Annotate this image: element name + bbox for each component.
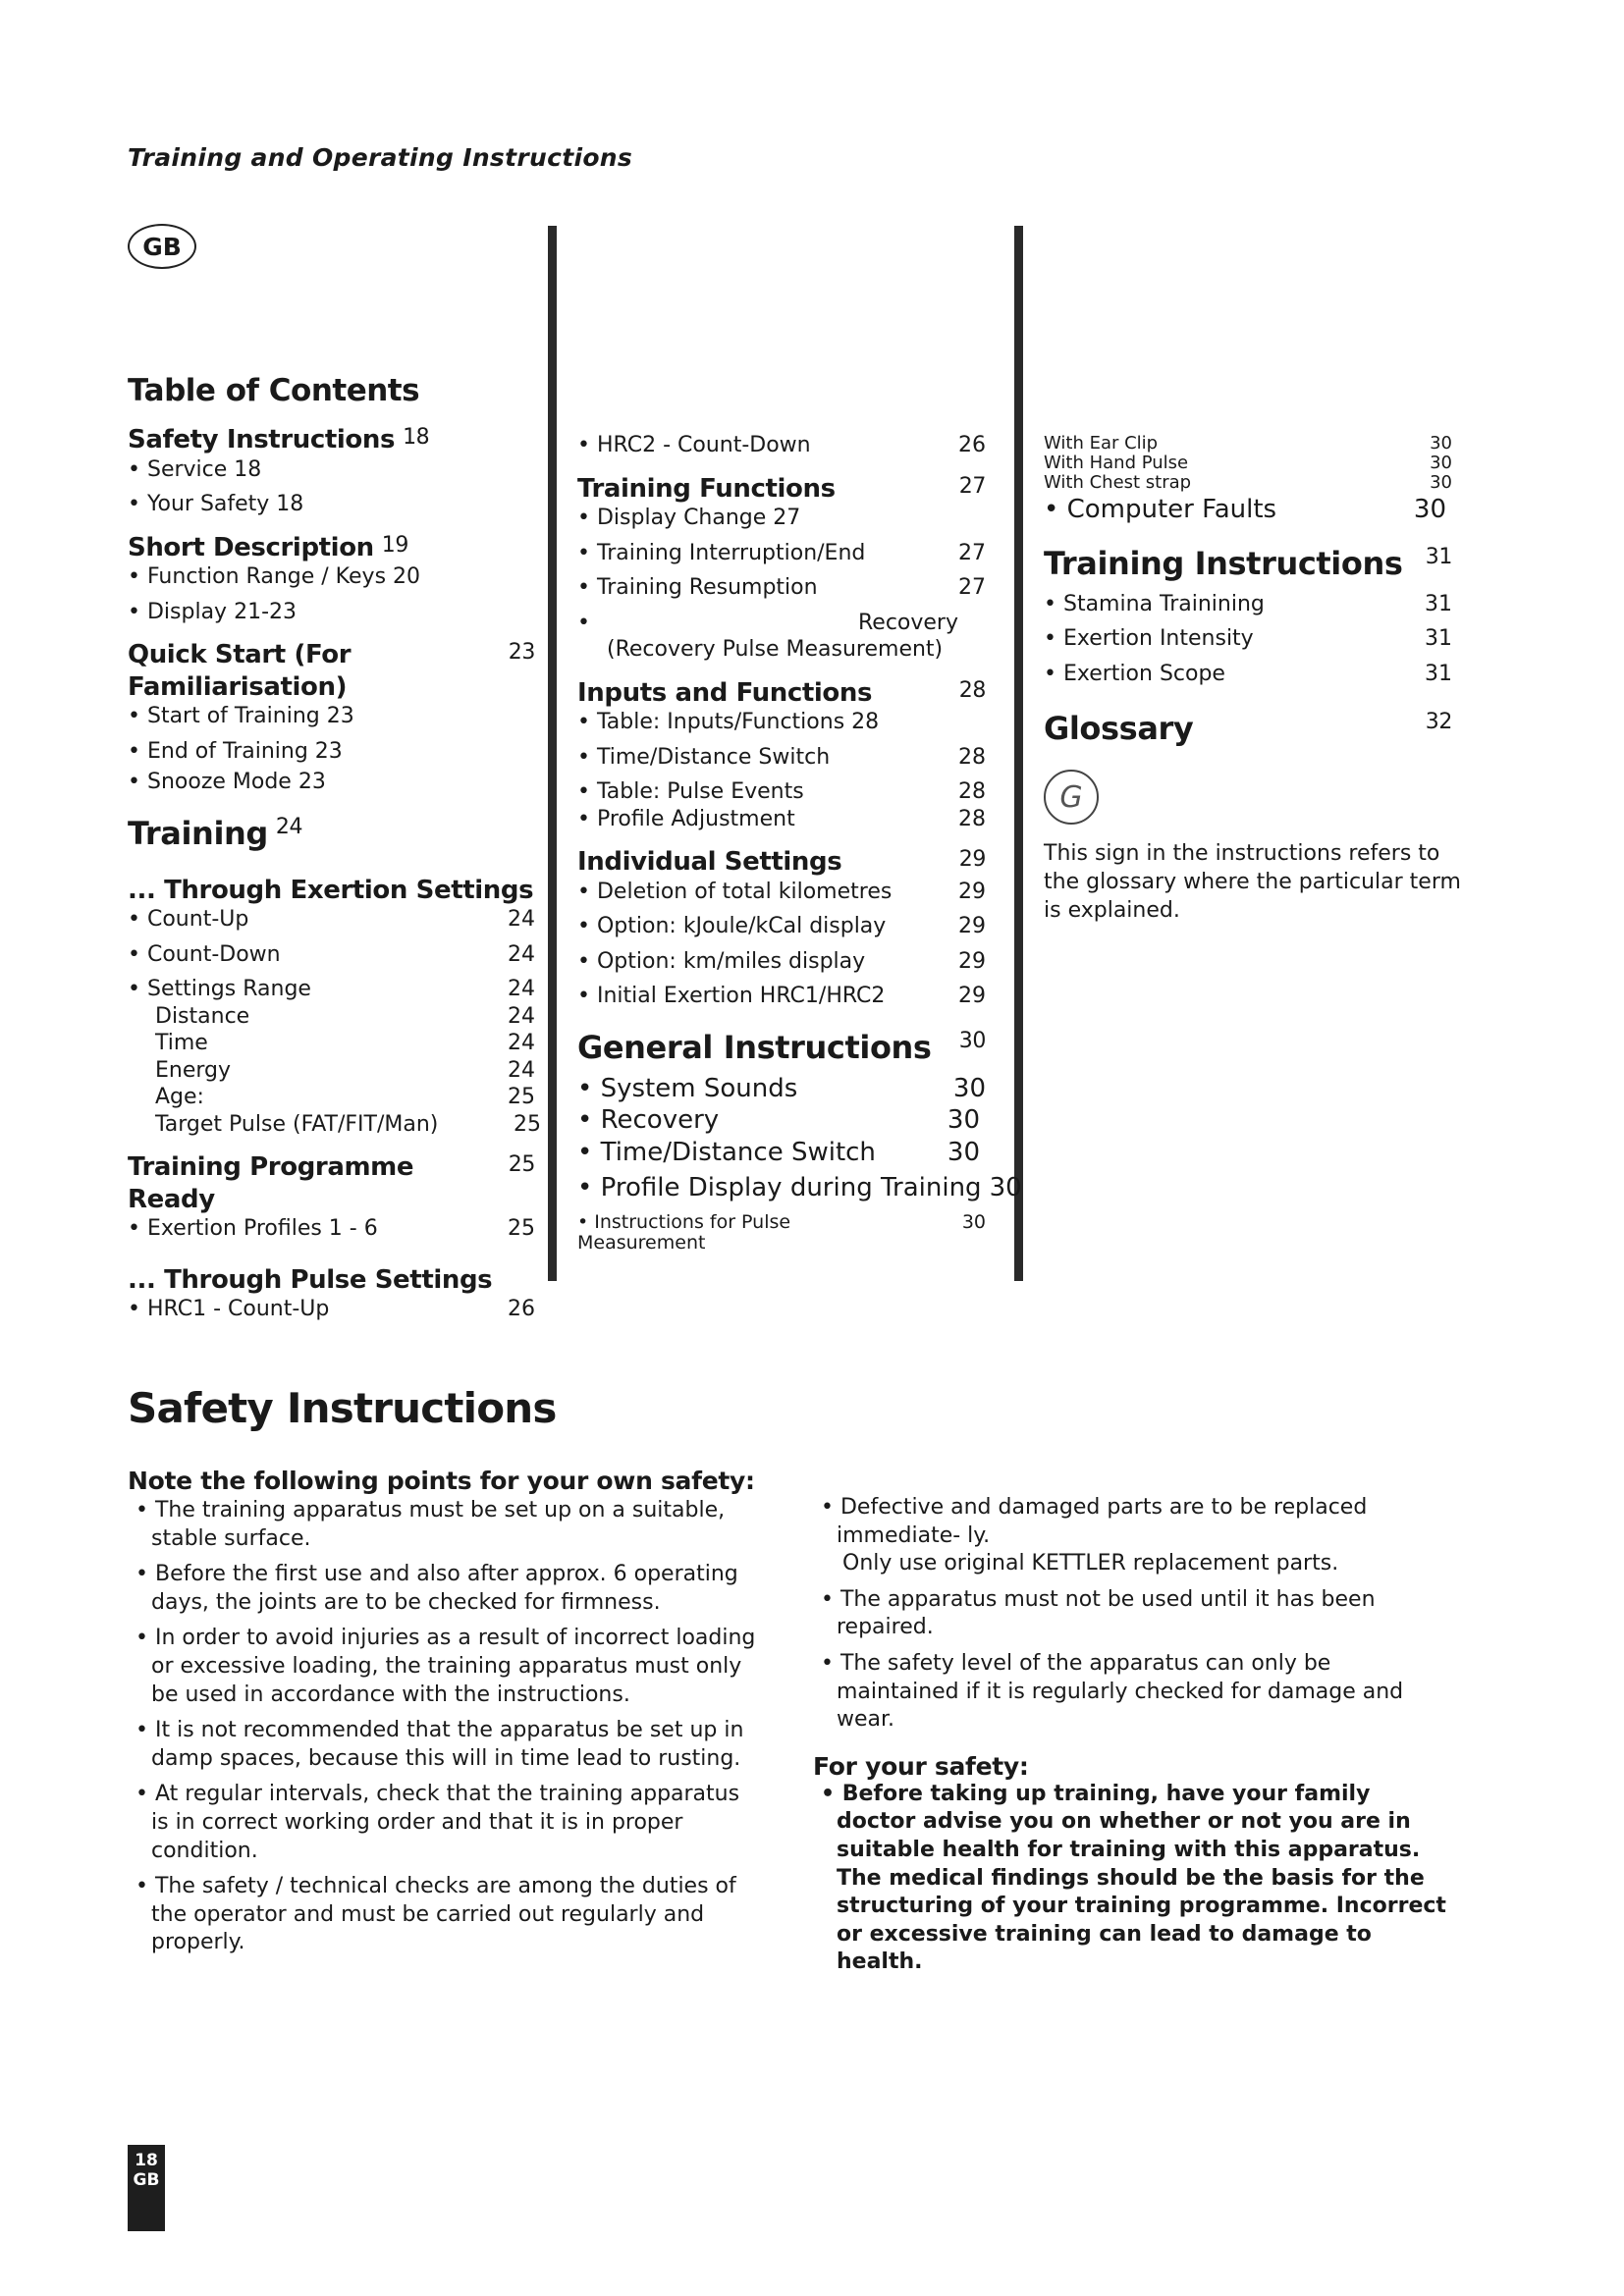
toc-item-display: • Display 21-23 xyxy=(128,599,297,626)
toc-column-1 xyxy=(128,424,541,1323)
toc-page: 28 xyxy=(958,744,986,770)
safety-point: • At regular intervals, check that the training apparatus is in correct working order and that it is in proper condition. xyxy=(128,1781,756,1865)
toc-page: 19 xyxy=(381,532,408,558)
toc-subitem: Energy xyxy=(155,1057,232,1083)
toc-page: 30 xyxy=(1430,433,1452,454)
document-header: Training and Operating Instructions xyxy=(128,143,633,172)
toc-item: • Count-Up xyxy=(128,906,248,934)
toc-item-time-distance: • Time/Distance Switch xyxy=(577,744,830,772)
toc-page: 29 xyxy=(958,879,986,904)
toc-page: 28 xyxy=(958,806,986,831)
toc-page: 24 xyxy=(508,1003,535,1029)
toc-page: 26 xyxy=(958,433,986,457)
safety-point: • Before the first use and also after approx. 6 operating days, the joints are to be checked for firmness. xyxy=(128,1561,756,1617)
toc-page: 27 xyxy=(958,540,986,565)
toc-subitem: Time xyxy=(155,1031,208,1055)
toc-item-profile-display: • Profile Display during Training xyxy=(577,1172,982,1204)
toc-subitem: Distance xyxy=(155,1003,250,1029)
page-number: 18 xyxy=(135,2151,158,2170)
toc-item-pulse-events: • Table: Pulse Events xyxy=(577,778,804,806)
toc-page: 26 xyxy=(508,1297,535,1321)
toc-item-stamina: • Stamina Trainining xyxy=(1044,591,1265,618)
toc-item-snooze: • Snooze Mode 23 xyxy=(128,769,326,796)
toc-page: 28 xyxy=(958,677,986,703)
toc-subitem: Target Pulse (FAT/FIT/Man) xyxy=(155,1111,439,1137)
toc-page: 31 xyxy=(1425,544,1452,569)
toc-item-kjoule: • Option: kJoule/kCal display xyxy=(577,913,886,940)
toc-heading-short-description: Short Description xyxy=(128,532,374,562)
toc-page: 24 xyxy=(508,907,535,932)
toc-item-profile-adjust: • Profile Adjustment xyxy=(577,806,795,833)
toc-page: 25 xyxy=(514,1111,541,1137)
safety-point: • The safety level of the apparatus can only be maintained if it is regularly checked for damage and wear. xyxy=(813,1650,1451,1735)
toc-page: 24 xyxy=(508,1031,535,1055)
toc-item-time-distance-2: • Time/Distance Switch xyxy=(577,1137,876,1169)
toc-page: 24 xyxy=(508,1057,535,1083)
toc-item-service: • Service 18 xyxy=(128,456,261,484)
toc-item-hrc2: • HRC2 - Count-Down xyxy=(577,432,811,459)
safety-note-heading: Note the following points for your own safety: xyxy=(128,1467,755,1495)
page-lang: GB xyxy=(133,2170,160,2191)
toc-item-pulse-measurement-cont: Measurement xyxy=(577,1232,706,1255)
toc-item-interruption: • Training Interruption/End xyxy=(577,540,865,567)
kettler-note: Only use original KETTLER replacement parts. xyxy=(842,1551,1339,1576)
column-divider-2 xyxy=(1014,226,1023,1281)
toc-item-end-training: • End of Training 23 xyxy=(128,738,343,766)
toc-item-initial-exertion: • Initial Exertion HRC1/HRC2 xyxy=(577,983,885,1010)
toc-page: 24 xyxy=(508,941,535,967)
toc-subitem-recovery: (Recovery Pulse Measurement) xyxy=(607,637,944,662)
safety-point: • The safety / technical checks are among the duties of the operator and must be carried out regularly and properly. xyxy=(128,1873,756,1957)
toc-page: 30 xyxy=(952,1073,986,1103)
glossary-icon: G xyxy=(1044,770,1099,825)
toc-page: 30 xyxy=(958,1028,986,1053)
toc-item-recovery-2: • Recovery xyxy=(577,1104,719,1137)
toc-heading-pulse-settings: ... Through Pulse Settings xyxy=(128,1264,493,1295)
toc-subitem: Age: xyxy=(155,1085,204,1109)
for-your-safety-text: • Before taking up training, have your family doctor advise you on whether or not you are in suitable health for training with this apparatus. The medical findings should be the basis for the structuring of your training programme. Incorrect or excessive training can lead to damage to health. xyxy=(813,1781,1451,1977)
for-your-safety-heading: For your safety: xyxy=(813,1751,1029,1781)
safety-point: • The training apparatus must be set up on a suitable, stable surface. xyxy=(128,1497,756,1553)
toc-page: 24 xyxy=(508,977,535,1001)
safety-section-title: Safety Instructions xyxy=(128,1384,557,1432)
safety-point: • The apparatus must not be used until it has been repaired. xyxy=(813,1586,1451,1642)
toc-item-computer-faults: • Computer Faults xyxy=(1044,494,1276,526)
toc-page: 23 xyxy=(508,640,535,665)
toc-title: Table of Contents xyxy=(128,373,420,408)
safety-point: • Defective and damaged parts are to be replaced immediate- ly. xyxy=(813,1494,1451,1550)
toc-page: 18 xyxy=(403,425,430,450)
toc-heading-programme-ready: Training Programme Ready xyxy=(128,1152,414,1214)
toc-item: • Count-Down xyxy=(128,941,281,969)
toc-page: 31 xyxy=(1425,626,1452,652)
toc-bullet: • xyxy=(577,610,590,635)
toc-heading-general-instructions: General Instructions xyxy=(577,1028,932,1066)
toc-item-your-safety: • Your Safety 18 xyxy=(128,491,303,518)
toc-page: 29 xyxy=(958,847,986,872)
toc-page: 30 xyxy=(1430,452,1452,473)
toc-heading-individual-settings: Individual Settings xyxy=(577,847,842,877)
toc-page: 32 xyxy=(1425,710,1452,735)
toc-page: 31 xyxy=(1425,591,1452,616)
toc-page: 25 xyxy=(508,1216,535,1241)
toc-column-3 xyxy=(1044,433,1461,925)
toc-page: 25 xyxy=(508,1085,535,1109)
glossary-note: This sign in the instructions refers to the glossary where the particular term is explained. xyxy=(1044,841,1461,923)
safety-point: • It is not recommended that the apparatus be set up in damp spaces, because this will in time lead to rusting. xyxy=(128,1717,756,1773)
toc-heading-exertion-settings: ... Through Exertion Settings xyxy=(128,875,534,905)
toc-heading-safety: Safety Instructions xyxy=(128,425,396,454)
toc-item-recovery: Recovery xyxy=(857,610,958,635)
toc-item-hrc1: • HRC1 - Count-Up xyxy=(128,1296,329,1323)
toc-item-resumption: • Training Resumption xyxy=(577,574,818,602)
toc-page: 27 xyxy=(958,473,986,499)
toc-heading-training: Training xyxy=(128,814,268,852)
toc-item-exertion-profiles: • Exertion Profiles 1 - 6 xyxy=(128,1215,378,1243)
toc-page: 30 xyxy=(947,1105,980,1135)
toc-heading-inputs-functions: Inputs and Functions xyxy=(577,677,873,708)
toc-item-exertion-scope: • Exertion Scope xyxy=(1044,661,1225,688)
toc-item-function-range: • Function Range / Keys 20 xyxy=(128,563,420,591)
toc-page: 30 xyxy=(1430,471,1452,493)
toc-column-2 xyxy=(577,432,1022,1255)
toc-heading-training-instructions: Training Instructions xyxy=(1044,544,1403,582)
toc-page: 29 xyxy=(958,948,986,974)
safety-point: • In order to avoid injuries as a result of incorrect loading or excessive loading, the training apparatus must only be used in accordance with the instructions. xyxy=(128,1625,756,1709)
toc-page: 24 xyxy=(275,814,303,839)
column-divider-1 xyxy=(548,226,557,1281)
gb-language-badge: GB xyxy=(128,224,196,269)
toc-item-display-change: • Display Change 27 xyxy=(577,505,800,532)
toc-page: 31 xyxy=(1425,661,1452,686)
toc-item-hand-pulse: With Hand Pulse xyxy=(1044,452,1189,473)
safety-left-column xyxy=(128,1467,756,1957)
toc-page: 30 xyxy=(961,1210,986,1233)
toc-page: 30 xyxy=(1413,495,1446,525)
toc-page: 28 xyxy=(958,779,986,804)
toc-item-table-inputs: • Table: Inputs/Functions 28 xyxy=(577,709,879,736)
toc-item-system-sounds: • System Sounds xyxy=(577,1073,797,1105)
page-number-box xyxy=(128,2145,165,2231)
toc-item-start-training: • Start of Training 23 xyxy=(128,703,354,730)
toc-item-km-miles: • Option: km/miles display xyxy=(577,948,865,976)
toc-page: 25 xyxy=(508,1152,535,1177)
toc-item-deletion: • Deletion of total kilometres xyxy=(577,879,892,906)
toc-page: 27 xyxy=(958,575,986,600)
toc-heading-quick-start: Quick Start (For Familiarisation) xyxy=(128,640,352,702)
toc-item: • Settings Range xyxy=(128,976,311,1003)
toc-page: 30 xyxy=(989,1173,1022,1202)
toc-page: 30 xyxy=(947,1137,980,1167)
toc-item-ear-clip: With Ear Clip xyxy=(1044,433,1159,454)
toc-item-chest-strap: With Chest strap xyxy=(1044,471,1192,493)
toc-heading-glossary: Glossary xyxy=(1044,710,1194,748)
toc-page: 29 xyxy=(958,914,986,938)
toc-heading-training-functions: Training Functions xyxy=(577,473,836,504)
toc-item-pulse-measurement: • Instructions for Pulse xyxy=(577,1212,790,1234)
toc-item-exertion-intensity: • Exertion Intensity xyxy=(1044,625,1254,653)
safety-right-column xyxy=(813,1494,1451,1977)
toc-page: 29 xyxy=(958,984,986,1008)
